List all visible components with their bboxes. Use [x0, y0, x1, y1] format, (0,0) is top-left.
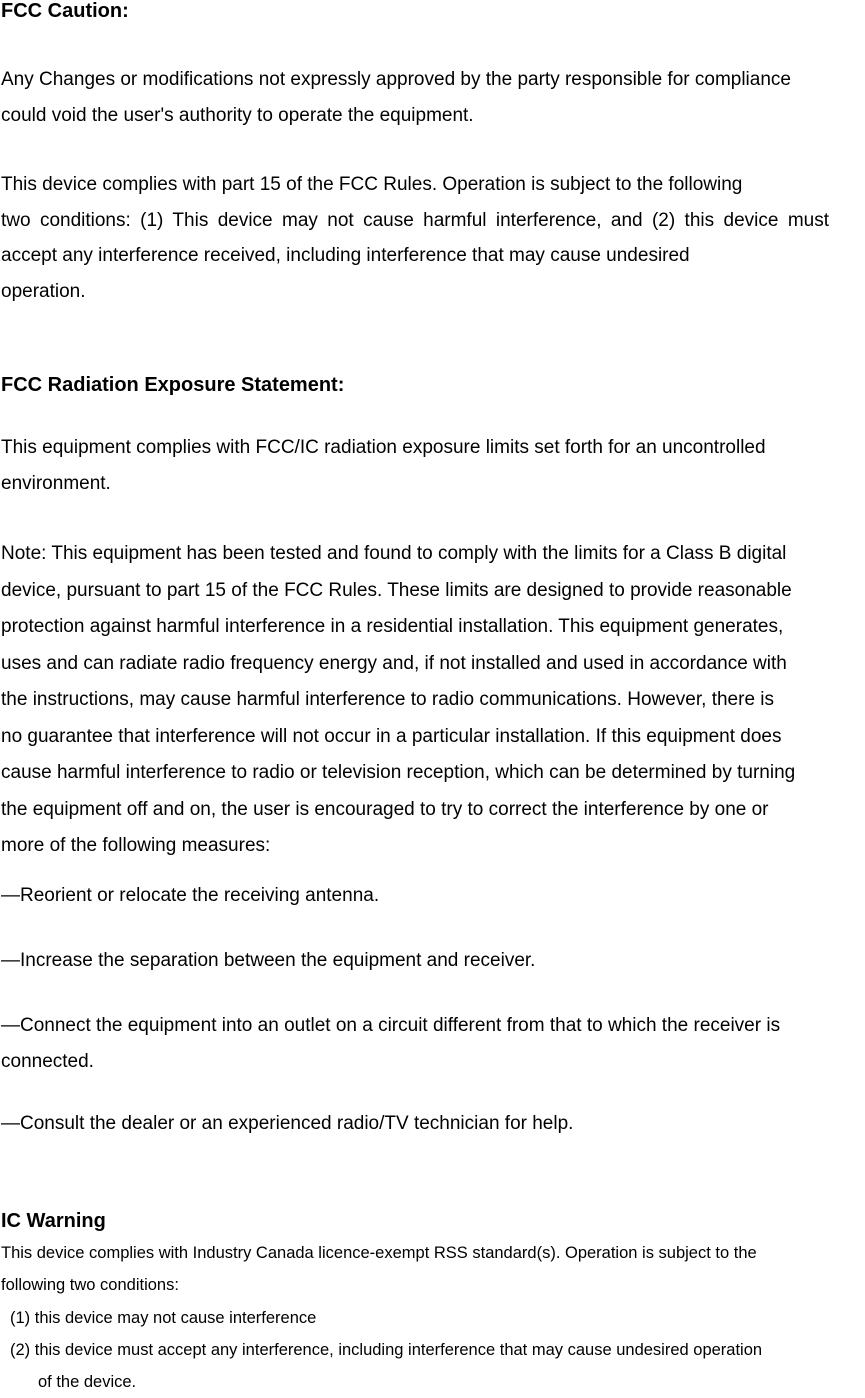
text-line: uses and can radiate radio frequency energy and, if not installed and used in accordance with [1, 652, 787, 674]
text-line: device, pursuant to part 15 of the FCC Rules. These limits are designed to provide reasonable [1, 579, 792, 601]
text-line: two conditions: (1) This device may not cause harmful interference, and (2) this device [1, 209, 779, 231]
condition-item-1: (1) this device may not cause interference [10, 1309, 317, 1327]
measure-item-2: —Increase the separation between the equipment and receiver. [1, 950, 536, 971]
fcc-caution-paragraph-2 [1, 167, 829, 309]
text-line: Note: This equipment has been tested and found to comply with the limits for a Class B digital [1, 543, 787, 564]
text-line: connected. [1, 1050, 94, 1072]
text-line: the instructions, may cause harmful interference to radio communications. However, there is [1, 689, 775, 710]
text-line: —Connect the equipment into an outlet on a circuit different from that to which the receiver is [1, 1015, 781, 1036]
fcc-caution-heading: FCC Caution: [1, 0, 129, 22]
text-line: This equipment complies with FCC/IC radiation exposure limits set forth for an uncontrolled [1, 437, 766, 458]
radiation-exposure-paragraph [1, 430, 864, 501]
ic-warning-conditions [1, 1302, 864, 1398]
text-line: no guarantee that interference will not occur in a particular installation. If this equipment does [1, 725, 782, 747]
text-line: protection against harmful interference in a residential installation. This equipment generates, [1, 616, 784, 637]
text-line: This device complies with part 15 of the FCC Rules. Operation is subject to the following [1, 174, 743, 195]
condition-item-2: (2) this device must accept any interference, including interference that may cause undesired operation [10, 1341, 763, 1359]
ic-warning-intro [1, 1237, 864, 1301]
text-line: environment. [1, 472, 111, 494]
fcc-caution-paragraph-1 [1, 62, 864, 133]
condition-item-2-continued: of the device. [38, 1373, 137, 1391]
measure-item-1: —Reorient or relocate the receiving antenna. [1, 885, 380, 906]
text-line: Any Changes or modifications not expressly approved by the party responsible for compliance [1, 69, 791, 90]
measure-item-4: —Consult the dealer or an experienced radio/TV technician for help. [1, 1113, 574, 1134]
measure-item-3 [1, 1008, 864, 1079]
text-line: could void the user's authority to operate the equipment. [1, 104, 474, 126]
ic-warning-heading: IC Warning [1, 1210, 106, 1232]
text-line: This device complies with Industry Canada licence-exempt RSS standard(s). Operation is subject to the [1, 1244, 757, 1262]
text-line: cause harmful interference to radio or television reception, which can be determined by turning [1, 762, 796, 783]
radiation-exposure-heading: FCC Radiation Exposure Statement: [1, 374, 345, 396]
class-b-note-paragraph [1, 536, 864, 865]
text-line: following two conditions: [1, 1276, 179, 1294]
text-line: operation. [1, 280, 86, 302]
text-line: must accept any interference received, including interference that may cause undesired [1, 209, 830, 266]
text-line: more of the following measures: [1, 835, 271, 856]
text-line: the equipment off and on, the user is encouraged to try to correct the interference by one or [1, 798, 769, 820]
